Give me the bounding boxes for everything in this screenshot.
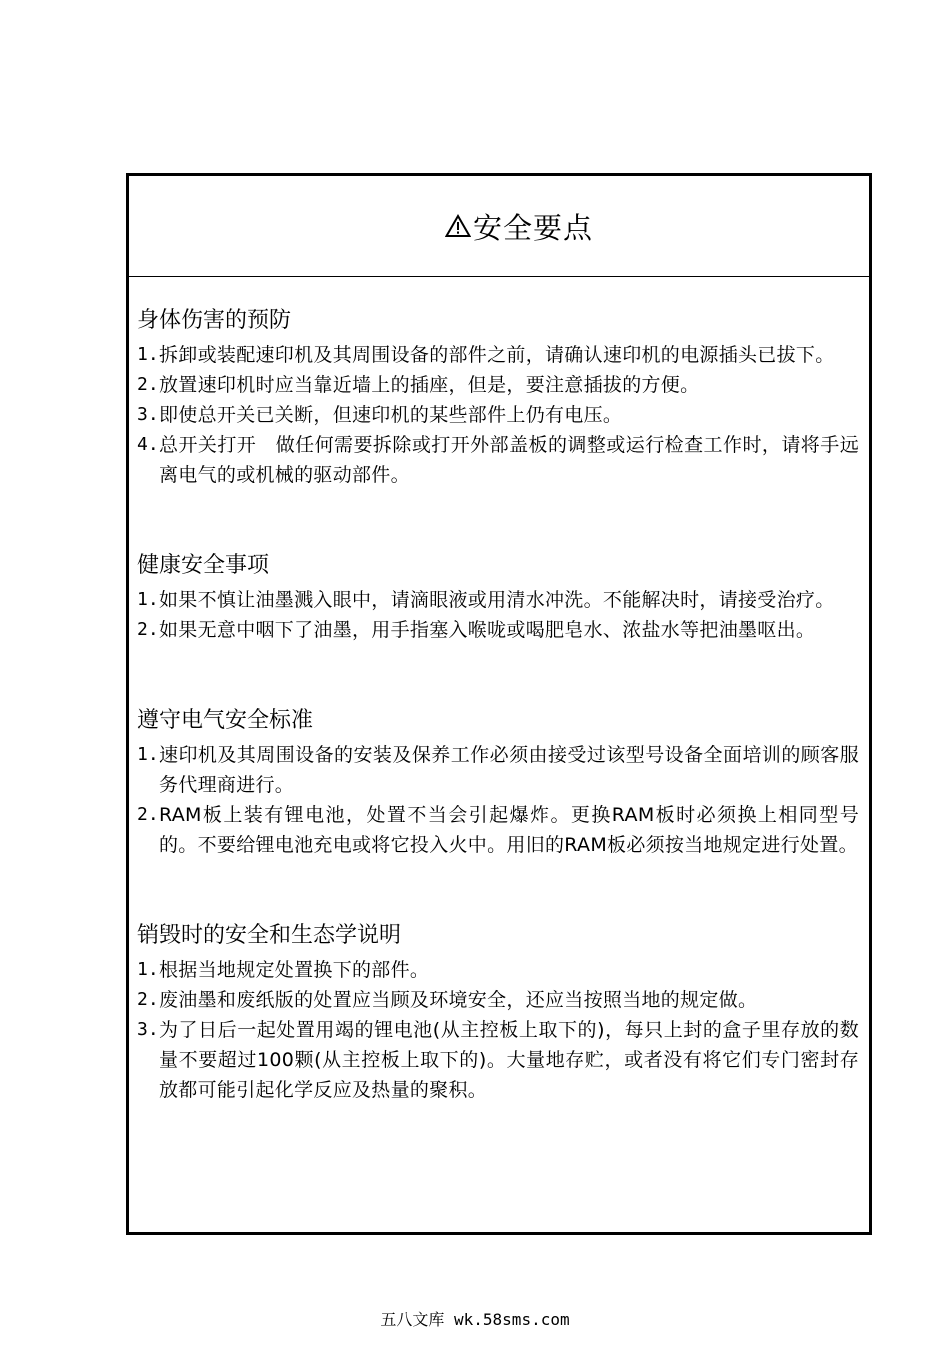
list-item [137, 400, 859, 430]
list-item [137, 585, 859, 615]
item-number: 2. [137, 619, 159, 640]
page-title [405, 206, 593, 247]
section-electrical-standards [137, 705, 859, 860]
section-injury-prevention [137, 305, 859, 490]
item-number: 3. [137, 1019, 159, 1040]
list-item [137, 985, 859, 1015]
item-number: 3. [137, 404, 159, 425]
item-text: 总开关打开 做任何需要拆除或打开外部盖板的调整或运行检查工作时，请将手远离电气的或机械的驱动部件。 [159, 434, 859, 486]
item-text: 根据当地规定处置换下的部件。 [159, 959, 430, 981]
item-text: 放置速印机时应当靠近墙上的插座，但是，要注意插拔的方便。 [159, 374, 700, 396]
warning-triangle-icon [445, 214, 471, 238]
list-item [137, 430, 859, 490]
item-number: 4. [137, 434, 159, 455]
item-number: 1. [137, 344, 159, 365]
section-heading: 健康安全事项 [137, 553, 270, 578]
list-item [137, 740, 859, 800]
item-number: 1. [137, 959, 159, 980]
item-number: 2. [137, 989, 159, 1010]
item-number: 1. [137, 589, 159, 610]
notice-header [129, 176, 869, 277]
section-disposal [137, 920, 859, 1105]
item-text: 为了日后一起处置用竭的锂电池(从主控板上取下的)，每只上封的盒子里存放的数量不要超过100颗(从主控板上取下的)。大量地存贮，或者没有将它们专门密封存放都可能引起化学反应及热量的聚积。 [159, 1019, 859, 1101]
section-heading: 销毁时的安全和生态学说明 [137, 923, 402, 948]
item-number: 1. [137, 744, 159, 765]
section-health-safety [137, 550, 859, 645]
list-item [137, 615, 859, 645]
list-item [137, 370, 859, 400]
footer-watermark: 五八文库 wk.58sms.com [380, 1310, 570, 1329]
item-text: 如果无意中咽下了油墨，用手指塞入喉咙或喝肥皂水、浓盐水等把油墨呕出。 [159, 619, 816, 641]
section-heading: 身体伤害的预防 [137, 308, 292, 333]
item-text: 速印机及其周围设备的安装及保养工作必须由接受过该型号设备全面培训的顾客服务代理商进行。 [159, 744, 859, 796]
item-text: 即使总开关已关断，但速印机的某些部件上仍有电压。 [159, 404, 623, 426]
title-text: 安全要点 [472, 210, 593, 245]
list-item [137, 955, 859, 985]
item-text: 拆卸或装配速印机及其周围设备的部件之前，请确认速印机的电源插头已拔下。 [159, 344, 835, 366]
list-item [137, 800, 859, 860]
item-text: RAM板上装有锂电池，处置不当会引起爆炸。更换RAM板时必须换上相同型号的。不要给锂电池充电或将它投入火中。用旧的RAM板必须按当地规定进行处置。 [159, 804, 859, 856]
item-number: 2. [137, 374, 159, 395]
item-number: 2. [137, 804, 159, 825]
item-text: 废油墨和废纸版的处置应当顾及环境安全，还应当按照当地的规定做。 [159, 989, 758, 1011]
list-item [137, 340, 859, 370]
list-item [137, 1015, 859, 1105]
safety-notice-box [126, 173, 872, 1235]
item-text: 如果不慎让油墨溅入眼中，请滴眼液或用清水冲洗。不能解决时，请接受治疗。 [159, 589, 835, 611]
section-heading: 遵守电气安全标准 [137, 708, 314, 733]
notice-content [129, 277, 869, 1105]
